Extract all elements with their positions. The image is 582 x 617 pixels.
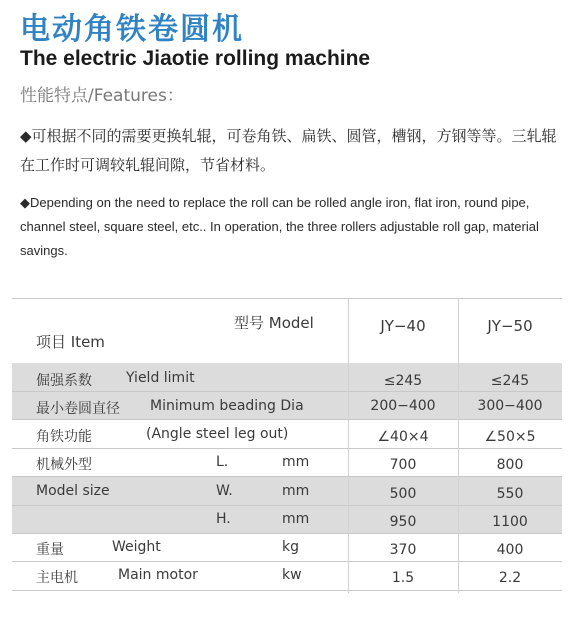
motor-label-cn: 主电机 xyxy=(36,570,78,586)
description-cn: ◆可根据不同的需要更换轧辊，可卷角铁、扁铁、圆管，槽钢，方钢等等。三轧辊在工作时可调较轧辊间隙，节省材料。 xyxy=(20,127,557,174)
size-dim-l: L. xyxy=(216,454,229,470)
row-label-en: Minimum beading Dia xyxy=(150,398,304,414)
size-dim-w: W. xyxy=(216,483,233,499)
value-jy50: 550 xyxy=(496,486,524,502)
weight-label-en: Weight xyxy=(112,539,161,555)
size-label-en: Model size xyxy=(36,483,110,499)
header-jy50: JY−50 xyxy=(487,317,533,335)
row-label-cn: 倔强系数 xyxy=(36,373,92,389)
value-jy40: 370 xyxy=(389,542,417,558)
features-label: 性能特点/Features： xyxy=(20,86,184,106)
weight-label-cn: 重量 xyxy=(36,542,64,558)
header-item: 项目 Item xyxy=(36,333,105,351)
page-title-cn: 电动角铁卷圆机 xyxy=(20,12,244,47)
page-title-en: The electric Jiaotie rolling machine xyxy=(20,47,371,70)
value-jy50: 300−400 xyxy=(477,398,543,414)
value-jy40: ≤245 xyxy=(383,373,423,389)
column-divider xyxy=(458,298,459,593)
motor-label-en: Main motor xyxy=(118,567,198,583)
weight-unit: kg xyxy=(282,539,299,555)
size-label-cn: 机械外型 xyxy=(36,457,92,473)
row-label-cn: 角铁功能 xyxy=(36,429,92,445)
value-jy40: 700 xyxy=(389,457,417,473)
value-jy50: 400 xyxy=(496,542,524,558)
motor-unit: kw xyxy=(282,567,302,583)
value-jy40: ∠40×4 xyxy=(377,429,429,445)
value-jy40: 200−400 xyxy=(370,398,436,414)
size-dim-h: H. xyxy=(216,511,231,527)
spec-table xyxy=(12,298,562,593)
description-en: ◆Depending on the need to replace the roll can be rolled angle iron, flat iron, round pipe, channel steel, square steel, etc.. In operation, the three rollers adjustable roll gap, material savings. xyxy=(20,195,539,258)
value-jy40: 1.5 xyxy=(391,570,415,586)
value-jy50: ∠50×5 xyxy=(484,429,536,445)
header-model: 型号 Model xyxy=(234,314,314,332)
row-label-cn: 最小卷圆直径 xyxy=(36,401,120,417)
header-jy40: JY−40 xyxy=(380,317,426,335)
row-label-en: (Angle steel leg out) xyxy=(146,426,289,442)
column-divider xyxy=(348,298,349,593)
value-jy50: ≤245 xyxy=(490,373,530,389)
value-jy50: 1100 xyxy=(492,514,528,530)
value-jy40: 500 xyxy=(389,486,417,502)
size-unit: mm xyxy=(282,483,310,499)
row-label-en: Yield limit xyxy=(126,370,195,386)
size-unit: mm xyxy=(282,454,310,470)
value-jy40: 950 xyxy=(389,514,417,530)
size-unit: mm xyxy=(282,511,310,527)
value-jy50: 800 xyxy=(496,457,524,473)
value-jy50: 2.2 xyxy=(498,570,522,586)
